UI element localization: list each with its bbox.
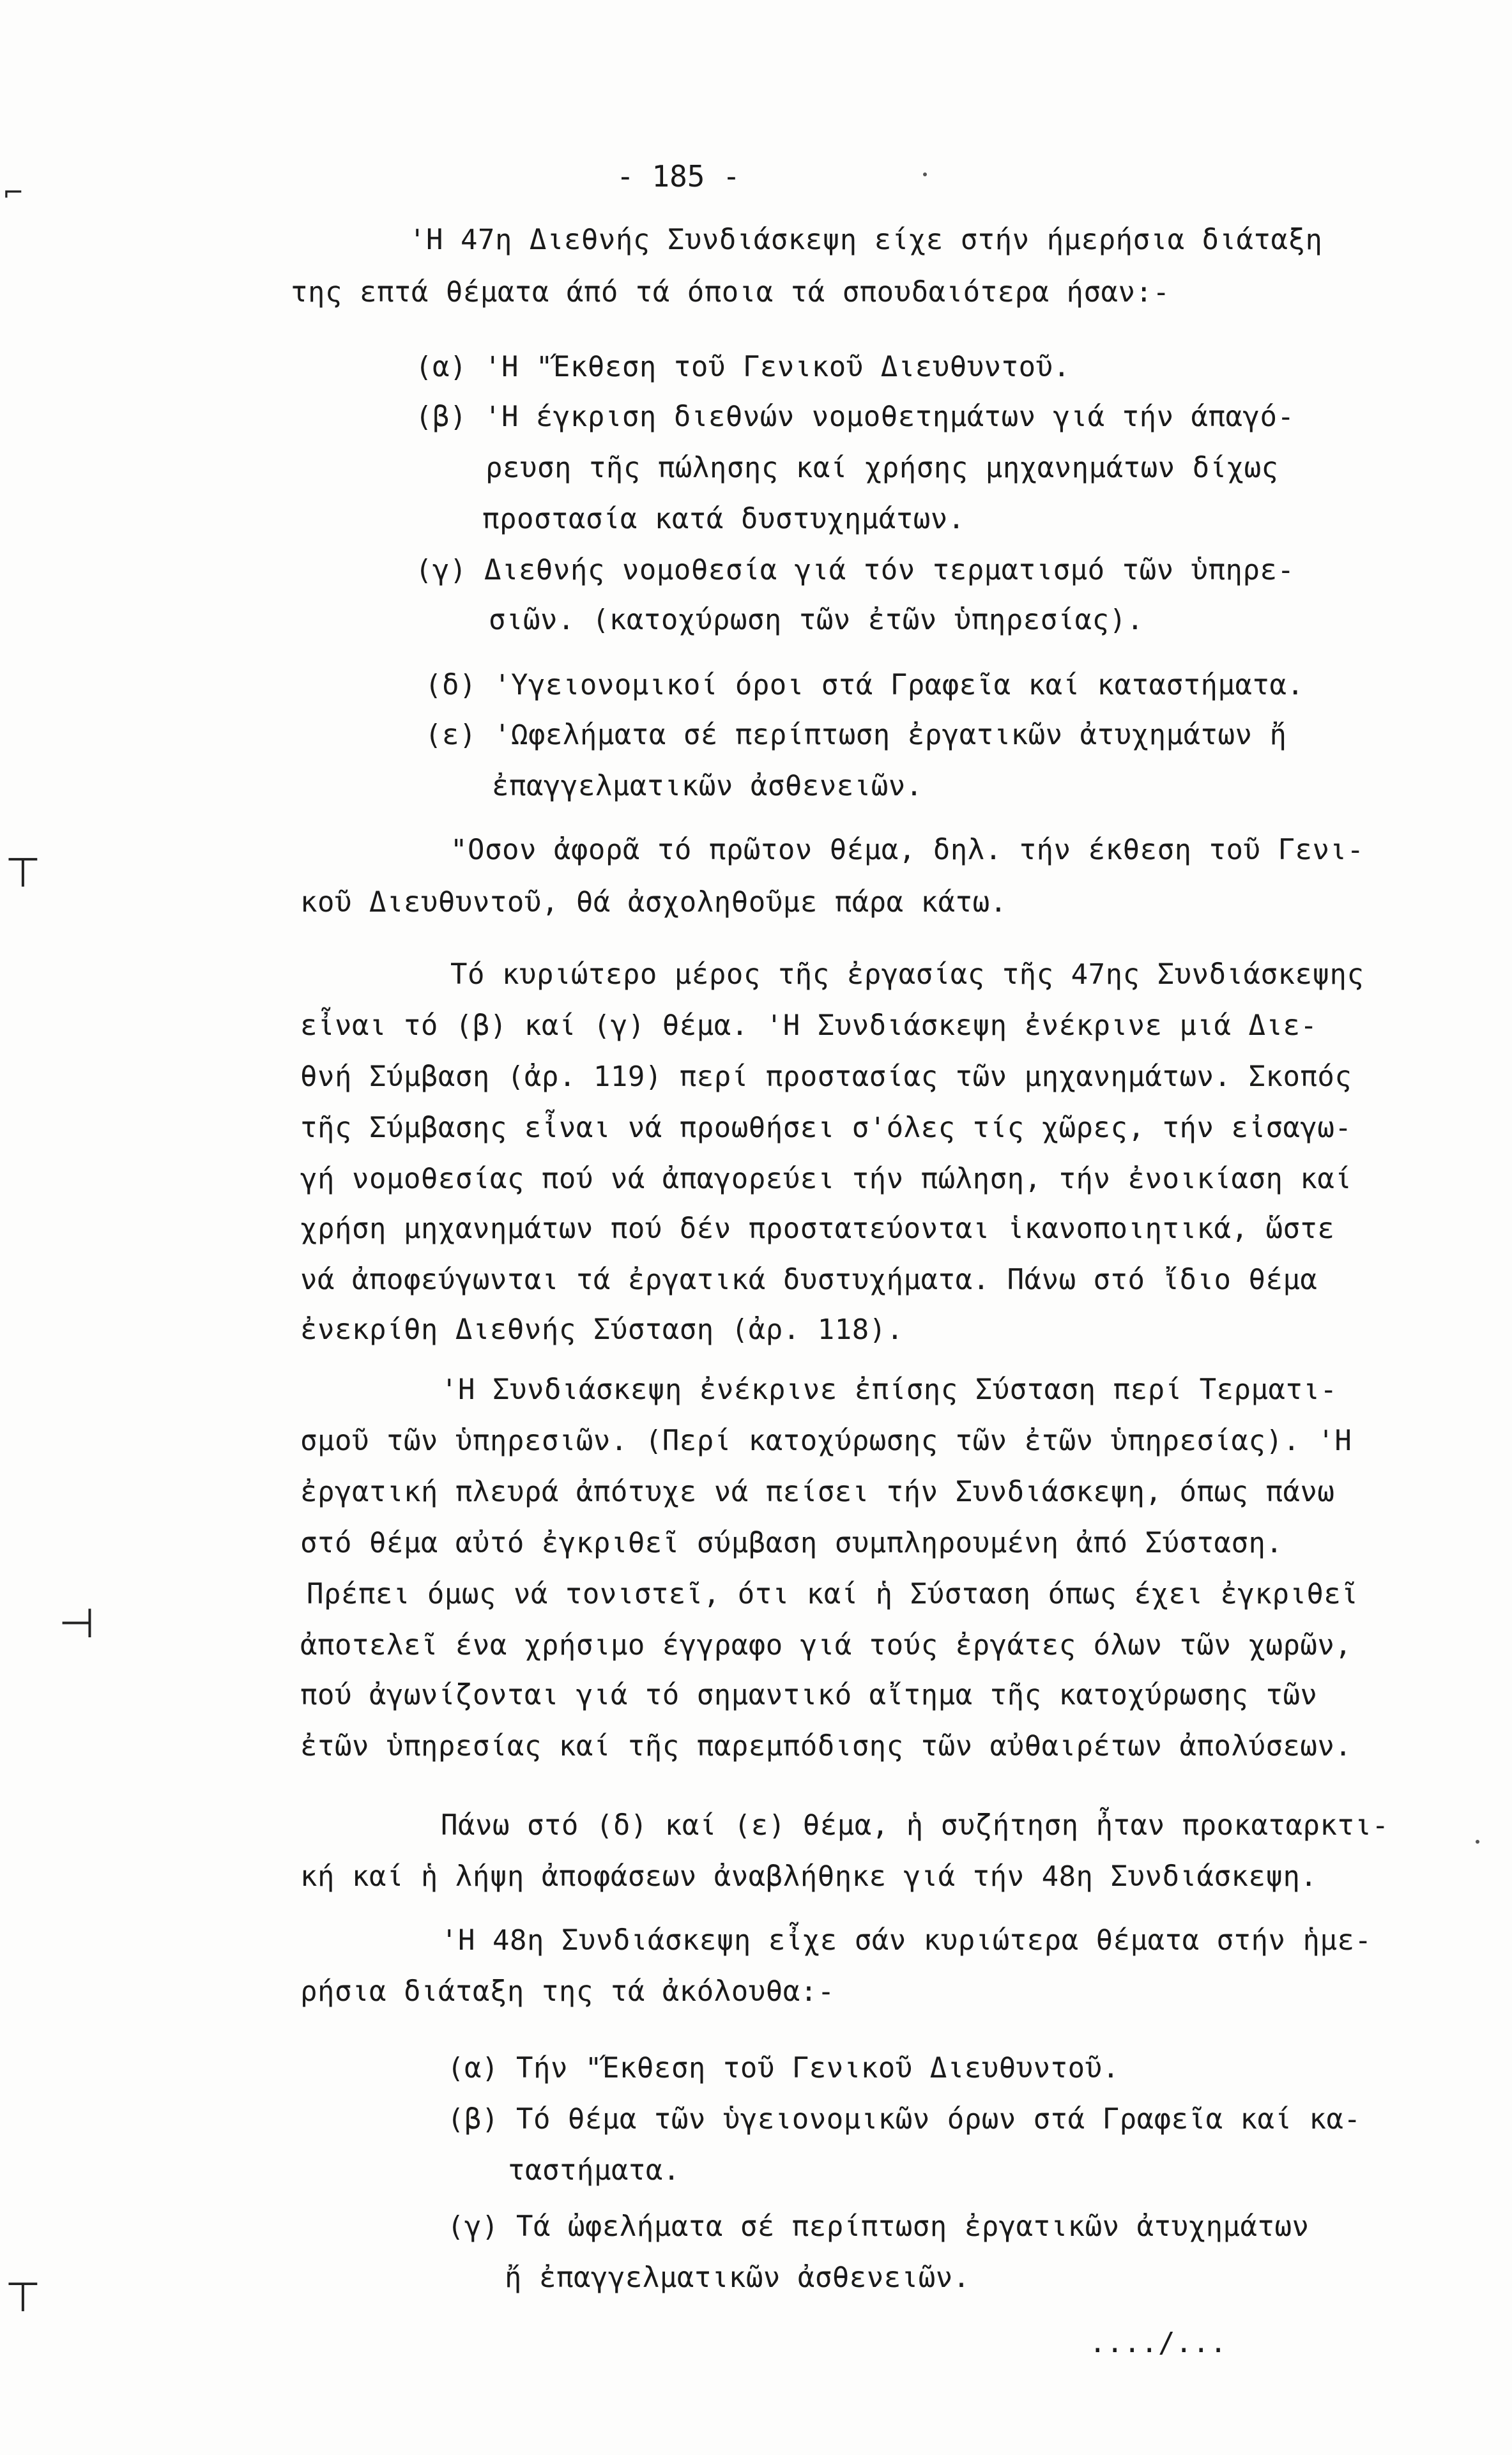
- margin-mark-2: ⊣: [59, 1600, 95, 1648]
- text-line: 'Η 48η Συνδιάσκεψη εἶχε σάν κυριώτερα θέματα στήν ἡμε-: [441, 1924, 1372, 1957]
- text-line: (γ) Τά ὠφελήματα σέ περίπτωση ἐργατικῶν ἀτυχημάτων: [447, 2210, 1310, 2243]
- margin-mark-1: ⊤: [5, 850, 41, 897]
- text-line: 'Η 47η Διεθνής Συνδιάσκεψη είχε στήν ήμερήσια διάταξη: [409, 224, 1323, 256]
- text-line: ρήσια διάταξη της τά ἀκόλουθα:-: [300, 1975, 835, 2008]
- text-line: (β) Τό θέμα τῶν ὑγειονομικῶν όρων στά Γραφεῖα καί κα-: [447, 2103, 1361, 2136]
- text-line: Πάνω στό (δ) καί (ε) θέμα, ἡ συζήτηση ἦταν προκαταρκτι-: [441, 1809, 1389, 1842]
- text-line: 'Η Συνδιάσκεψη ἐνέκρινε ἐπίσης Σύσταση περί Τερματι-: [441, 1373, 1338, 1406]
- text-line: τῆς Σύμβασης εἶναι νά προωθήσει σ'όλες τίς χῶρες, τήν εἰσαγω-: [300, 1112, 1352, 1144]
- text-line: (ε) 'Ωφελήματα σέ περίπτωση ἐργατικῶν ἀτυχημάτων ἤ: [425, 719, 1287, 751]
- text-line: ἐργατική πλευρά ἀπότυχε νά πείσει τήν Συνδιάσκεψη, όπως πάνω: [300, 1476, 1335, 1508]
- text-line: χρήση μηχανημάτων πού δέν προστατεύονται ἱκανοποιητικά, ὥστε: [300, 1212, 1335, 1245]
- text-line: ρευση τῆς πώλησης καί χρήσης μηχανημάτων δίχως: [485, 452, 1279, 484]
- text-line: ἐτῶν ὑπηρεσίας καί τῆς παρεμπόδισης τῶν αὐθαιρέτων ἀπολύσεων.: [300, 1730, 1352, 1763]
- text-line: νά ἀποφεύγωνται τά ἐργατικά δυστυχήματα. Πάνω στό ἴδιο θέμα: [300, 1264, 1318, 1296]
- text-line: ἐνεκρίθη Διεθνής Σύσταση (ἀρ. 118).: [300, 1313, 904, 1346]
- scan-speck: [1476, 1840, 1479, 1844]
- text-line: προστασία κατά δυστυχημάτων.: [482, 503, 965, 535]
- margin-mark-4: ⌐: [3, 178, 24, 208]
- text-line: στό θέμα αὐτό ἐγκριθεῖ σύμβαση συμπληρουμένη ἀπό Σύσταση.: [300, 1527, 1283, 1559]
- text-line: Πρέπει όμως νά τονιστεῖ, ότι καί ἡ Σύσταση όπως έχει ἐγκριθεῖ: [307, 1578, 1359, 1610]
- text-line: (α) Τήν "Έκθεση τοῦ Γενικοῦ Διευθυντοῦ.: [447, 2052, 1120, 2084]
- margin-mark-3: ⊤: [5, 2274, 41, 2321]
- text-line: (γ) Διεθνής νομοθεσία γιά τόν τερματισμό τῶν ὑπηρε-: [415, 554, 1295, 586]
- text-line: εἶναι τό (β) καί (γ) θέμα. 'Η Συνδιάσκεψη ἐνέκρινε μιά Διε-: [300, 1009, 1318, 1042]
- text-line: ἀποτελεῖ ένα χρήσιμο έγγραφο γιά τούς ἐργάτες όλων τῶν χωρῶν,: [300, 1629, 1352, 1662]
- text-line: ταστήματα.: [508, 2154, 680, 2187]
- text-line: "Οσον ἀφορᾶ τό πρῶτον θέμα, δηλ. τήν έκθεση τοῦ Γενι-: [450, 834, 1364, 866]
- text-line: θνή Σύμβαση (ἀρ. 119) περί προστασίας τῶν μηχανημάτων. Σκοπός: [300, 1060, 1352, 1093]
- text-line: (β) 'Η έγκριση διεθνών νομοθετημάτων γιά τήν άπαγό-: [415, 401, 1295, 433]
- text-line: πού ἀγωνίζονται γιά τό σημαντικό αἴτημα τῆς κατοχύρωσης τῶν: [300, 1679, 1318, 1711]
- continuation-mark: ..../...: [1089, 2327, 1227, 2359]
- text-line: Τό κυριώτερο μέρος τῆς ἐργασίας τῆς 47ης Συνδιάσκεψης: [450, 958, 1364, 991]
- text-line: ἤ ἐπαγγελματικῶν ἀσθενειῶν.: [505, 2261, 970, 2294]
- page-number: - 185 -: [616, 159, 740, 194]
- text-line: κή καί ἡ λήψη ἀποφάσεων ἀναβλήθηκε γιά τήν 48η Συνδιάσκεψη.: [300, 1860, 1318, 1893]
- text-line: της επτά θέματα άπό τά όποια τά σπουδαιότερα ήσαν:-: [291, 276, 1170, 309]
- scan-speck: [923, 172, 927, 176]
- text-line: (δ) 'Υγειονομικοί όροι στά Γραφεῖα καί καταστήματα.: [425, 669, 1304, 701]
- text-line: σιῶν. (κατοχύρωση τῶν ἐτῶν ὑπηρεσίας).: [489, 604, 1144, 636]
- text-line: γή νομοθεσίας πού νά ἀπαγορεύει τήν πώληση, τήν ἐνοικίαση καί: [300, 1163, 1352, 1195]
- text-line: κοῦ Διευθυντοῦ, θά ἀσχοληθοῦμε πάρα κάτω.: [300, 886, 1007, 919]
- text-line: (α) 'Η "Έκθεση τοῦ Γενικοῦ Διευθυντοῦ.: [415, 351, 1071, 383]
- text-line: ἐπαγγελματικῶν ἀσθενειῶν.: [492, 770, 923, 802]
- text-line: σμοῦ τῶν ὑπηρεσιῶν. (Περί κατοχύρωσης τῶν ἐτῶν ὑπηρεσίας). 'Η: [300, 1425, 1352, 1457]
